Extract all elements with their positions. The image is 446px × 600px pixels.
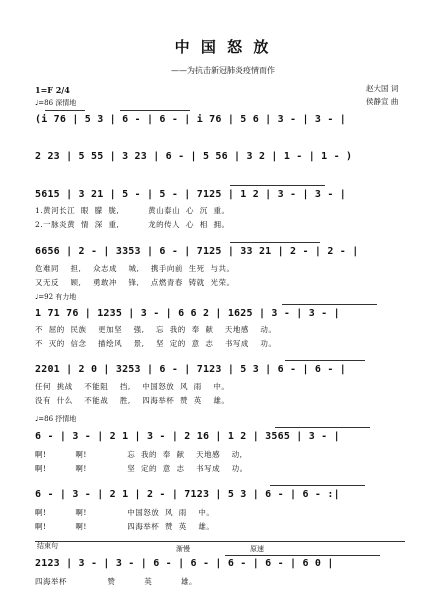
- slur-8: [270, 485, 365, 486]
- slur-6: [285, 360, 365, 361]
- song-subtitle: ——为抗击新冠肺炎疫情而作: [171, 66, 275, 75]
- system-9-notes: 2123 | 3 - | 3 - | 6 - | 6 - | 6 - | 6 - | 6 0 |: [35, 558, 334, 569]
- composer-credit: 侯静宣 曲: [366, 97, 399, 106]
- system-6-lyric-1: 任何 挑战 不能阻 挡, 中国怒放 风 雨 中。: [35, 382, 230, 391]
- system-8-lyric-2: 啊! 啊! 四海举杯 赞 英 雄。: [35, 522, 215, 531]
- system-4-notes: 6656 | 2 - | 3353 | 6 - | 7125 | 33 21 | 2 - | 2 - |: [35, 246, 359, 257]
- lyricist-credit: 赵大国 词: [366, 84, 399, 93]
- ending-bracket: [35, 541, 405, 542]
- ending-label: 结束句: [37, 542, 58, 550]
- system-4-lyric-2: 又无反 顾, 勇敢冲 锋, 点燃青春 铸就 光荣。: [35, 278, 235, 287]
- a-tempo-marking: 原速: [250, 545, 264, 553]
- system-7-notes: 6 - | 3 - | 2 1 | 3 - | 2 16 | 1 2 | 3565 | 3 - |: [35, 431, 340, 442]
- system-5-notes: 1 71 76 | 1235 | 3 - | 6 6 2 | 1625 | 3 - | 3 - |: [35, 308, 340, 319]
- system-3-lyric-1: 1.黄河长江 眼 朦 胧, 黄山泰山 心 沉 重。: [35, 206, 230, 215]
- song-title: 中 国 怒 放: [174, 38, 272, 56]
- system-7-lyric-1: 啊! 啊! 忘 我的 奉 献 天地感 动,: [35, 450, 243, 459]
- slur-7: [275, 427, 370, 428]
- rit-marking: 渐慢: [176, 545, 190, 553]
- system-6-lyric-2: 没有 什么 不能战 胜, 四海举杯 赞 英 雄。: [35, 396, 230, 405]
- slur-9: [225, 555, 380, 556]
- slur-5: [282, 304, 377, 305]
- tempo-strong: ♩=92 有力地: [35, 293, 77, 301]
- tempo-lyrical: ♩=86 抒情地: [35, 415, 77, 423]
- system-2-notes: 2 23 | 5 55 | 3 23 | 6 - | 5 56 | 3 2 | 1 - | 1 - ): [35, 151, 353, 162]
- key-signature: 1=F 2/4: [35, 85, 70, 95]
- slur-2: [120, 110, 190, 111]
- slur-4: [230, 242, 320, 243]
- system-6-notes: 2201 | 2 0 | 3253 | 6 - | 7123 | 5 3 | 6 - | 6 - |: [35, 364, 347, 375]
- system-5-lyric-1: 不 屈的 民族 更加坚 强, 忘 我的 奉 献 天地感 动。: [35, 325, 277, 334]
- system-3-lyric-2: 2.一脉炎黄 情 深 重, 龙的传人 心 相 拥。: [35, 220, 230, 229]
- system-9-lyric-1: 四海举杯 赞 英 雄。: [35, 577, 198, 586]
- system-7-lyric-2: 啊! 啊! 坚 定的 意 志 书写成 功。: [35, 464, 248, 473]
- system-4-lyric-1: 危难同 担, 众志成 城, 携手向前 生死 与共。: [35, 264, 235, 273]
- system-5-lyric-2: 不 灭的 信念 描绘风 景, 坚 定的 意 志 书写成 功。: [35, 339, 277, 348]
- system-1-notes: (i 76 | 5 3 | 6 - | 6 - | i 76 | 5 6 | 3 - | 3 - |: [35, 114, 347, 125]
- system-8-lyric-1: 啊! 啊! 中国怒放 风 雨 中。: [35, 508, 215, 517]
- slur-1: [45, 110, 85, 111]
- system-3-notes: 5615 | 3 21 | 5 - | 5 - | 7125 | 1 2 | 3 - | 3 - |: [35, 189, 347, 200]
- tempo-intro: ♩=86 深情地: [35, 99, 77, 107]
- system-8-notes: 6 - | 3 - | 2 1 | 2 - | 7123 | 5 3 | 6 - | 6 - :|: [35, 489, 340, 500]
- slur-3: [230, 185, 325, 186]
